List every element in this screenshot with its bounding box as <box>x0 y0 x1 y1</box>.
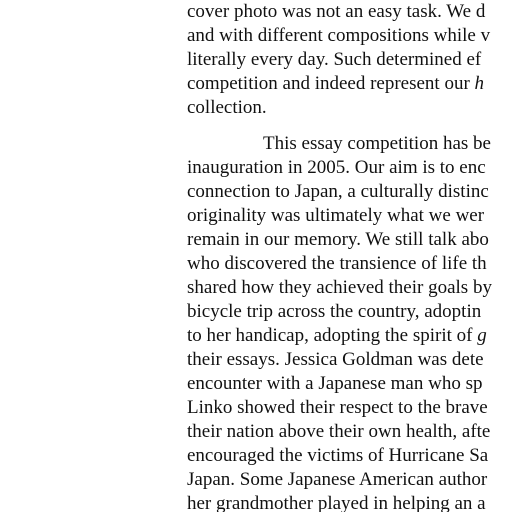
text-line: collection. <box>187 97 267 118</box>
text-line <box>187 324 512 348</box>
text-line: Linko showed their respect to the brave <box>187 397 488 418</box>
text-line: shared how they achieved their goals by <box>187 277 492 298</box>
italic-fragment: g <box>477 325 487 346</box>
text-line: and with different compositions while v <box>187 25 491 46</box>
text-line: connection to Japan, a culturally distinc <box>187 181 489 202</box>
text-line: literally every day. Such determined ef <box>187 49 482 70</box>
italic-fragment: h <box>474 73 485 94</box>
paragraph-1 <box>187 0 512 120</box>
text-line: remain in our memory. We still talk abo <box>187 229 489 250</box>
text-line-part: to her handicap, adopting the spirit of <box>187 325 478 346</box>
text-line: who discovered the transience of life th <box>187 253 487 274</box>
text-line: encounter with a Japanese man who sp <box>187 373 483 394</box>
text-line: inauguration in 2005. Our aim is to enc <box>187 157 486 178</box>
text-line: cover photo was not an easy task. We d <box>187 1 486 22</box>
text-line: her grandmother played in helping an a <box>187 493 486 512</box>
text-line: their nation above their own health, afte <box>187 421 491 442</box>
text-line-part: competition and indeed represent our <box>187 73 475 94</box>
text-line: their essays. Jessica Goldman was dete <box>187 349 484 370</box>
text-line: originality was ultimately what we wer <box>187 205 485 226</box>
text-line: Japan. Some Japanese American author <box>187 469 488 490</box>
text-line-indented: This essay competition has be <box>263 133 491 154</box>
text-line: bicycle trip across the country, adoptin <box>187 301 482 322</box>
text-line <box>187 72 512 96</box>
essay-text <box>187 0 512 512</box>
text-line: encouraged the victims of Hurricane Sa <box>187 445 489 466</box>
paragraph-2 <box>187 132 512 512</box>
